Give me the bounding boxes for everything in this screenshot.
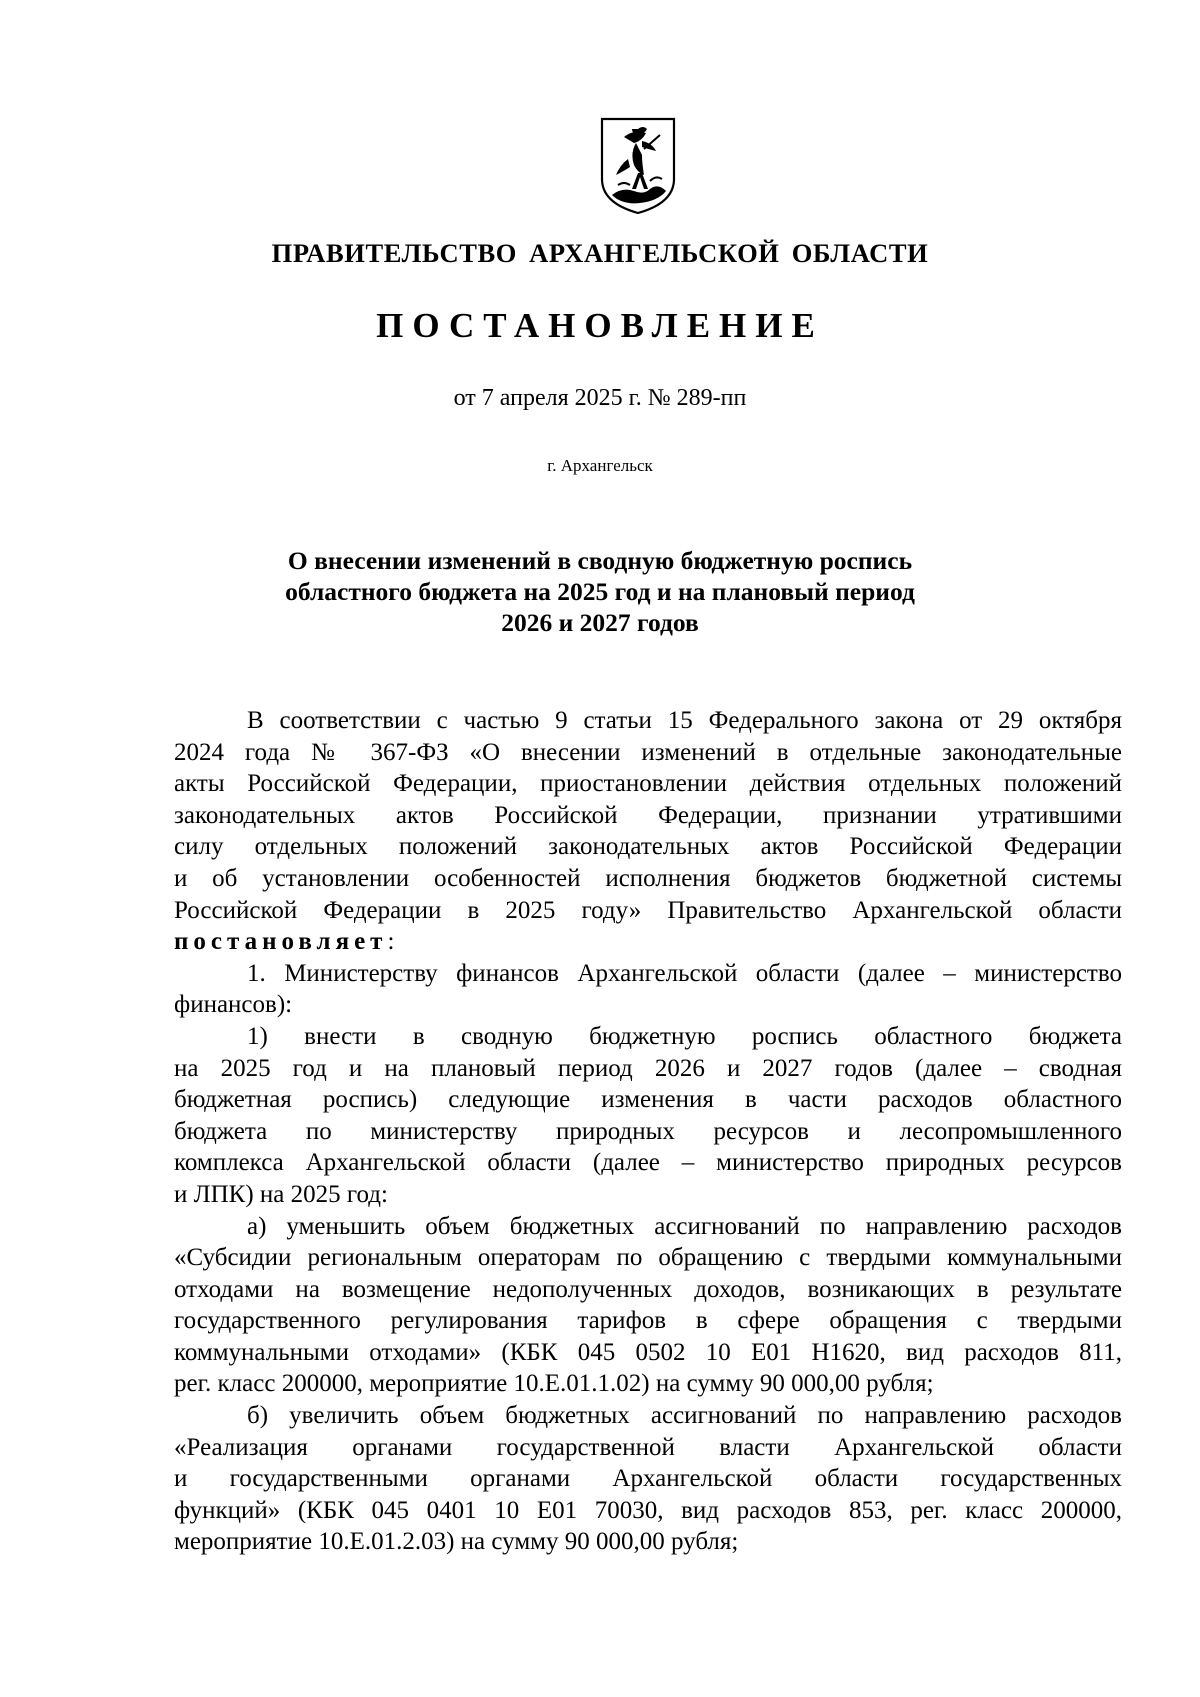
body-line: акты Российской Федерации, приостановлении действия отдельных положений	[174, 770, 1122, 798]
body-line: б) увеличить объем бюджетных ассигнований по направлению расходов	[247, 1402, 1122, 1430]
body-line: финансов):	[174, 991, 293, 1019]
body-line: В соответствии с частью 9 статьи 15 Федерального закона от 29 октября	[247, 707, 1122, 734]
organization-title: ПРАВИТЕЛЬСТВО АРХАНГЕЛЬСКОЙ ОБЛАСТИ	[271, 238, 929, 268]
arkhangelsk-coat-of-arms-icon	[598, 115, 678, 215]
body-line: и государственными органами Архангельской области государственных	[174, 1465, 1122, 1493]
body-line: и ЛПК) на 2025 год:	[174, 1180, 388, 1208]
body-line: государственного регулирования тарифов в сфере обращения с твердыми	[174, 1307, 1122, 1335]
decree-colon: :	[387, 928, 395, 956]
body-line: коммунальными отходами» (КБК 045 0502 10 Е01 Н1620, вид расходов 811,	[174, 1338, 1122, 1366]
body-line: комплекса Архангельской области (далее – министерство природных ресурсов	[174, 1149, 1122, 1177]
subject-line: 2026 и 2027 годов	[501, 608, 699, 637]
body-line: функций» (КБК 045 0401 10 Е01 70030, вид расходов 853, рег. класс 200000,	[174, 1496, 1122, 1524]
body-line: законодательных актов Российской Федерации, признании утратившими	[174, 801, 1122, 829]
body-line: 1) внести в сводную бюджетную роспись областного бюджета	[247, 1022, 1122, 1050]
body-line: 2024 года № 367-ФЗ «О внесении изменений в отдельные законодательные	[174, 738, 1122, 766]
document-type-title: ПОСТАНОВЛЕНИЕ	[376, 306, 824, 345]
body-line: рег. класс 200000, мероприятие 10.Е.01.1.02) на сумму 90 000,00 рубля;	[174, 1370, 934, 1398]
body-line: бюджетная роспись) следующие изменения в части расходов областного	[174, 1086, 1122, 1114]
body-line: бюджета по министерству природных ресурсов и лесопромышленного	[174, 1117, 1122, 1145]
body-line: отходами на возмещение недополученных доходов, возникающих в результате	[174, 1275, 1122, 1303]
body-line: мероприятие 10.Е.01.2.03) на сумму 90 000,00 рубля;	[174, 1528, 739, 1556]
body-line: «Субсидии региональным операторам по обращению с твердыми коммунальными	[174, 1244, 1122, 1272]
decree-word: постановляет	[174, 928, 388, 956]
body-line: силу отдельных положений законодательных актов Российской Федерации	[174, 833, 1122, 861]
document-date-number: от 7 апреля 2025 г. № 289-пп	[453, 385, 747, 411]
document-subject	[0, 545, 1200, 638]
document-body	[174, 705, 1122, 1558]
subject-line: О внесении изменений в сводную бюджетную роспись	[287, 546, 913, 575]
body-line: на 2025 год и на плановый период 2026 и 2027 годов (далее – сводная	[174, 1054, 1122, 1082]
body-line: 1. Министерству финансов Архангельской области (далее – министерство	[247, 959, 1122, 987]
body-line: «Реализация органами государственной власти Архангельской области	[174, 1433, 1122, 1461]
body-line: Российской Федерации в 2025 году» Правительство Архангельской области	[174, 896, 1122, 924]
decree-line	[174, 926, 1122, 958]
subject-line: областного бюджета на 2025 год и на плановый период	[285, 577, 915, 606]
body-line: а) уменьшить объем бюджетных ассигнований по направлению расходов	[247, 1212, 1122, 1240]
body-line: и об установлении особенностей исполнения бюджетов бюджетной системы	[174, 864, 1122, 892]
document-city: г. Архангельск	[547, 456, 653, 475]
